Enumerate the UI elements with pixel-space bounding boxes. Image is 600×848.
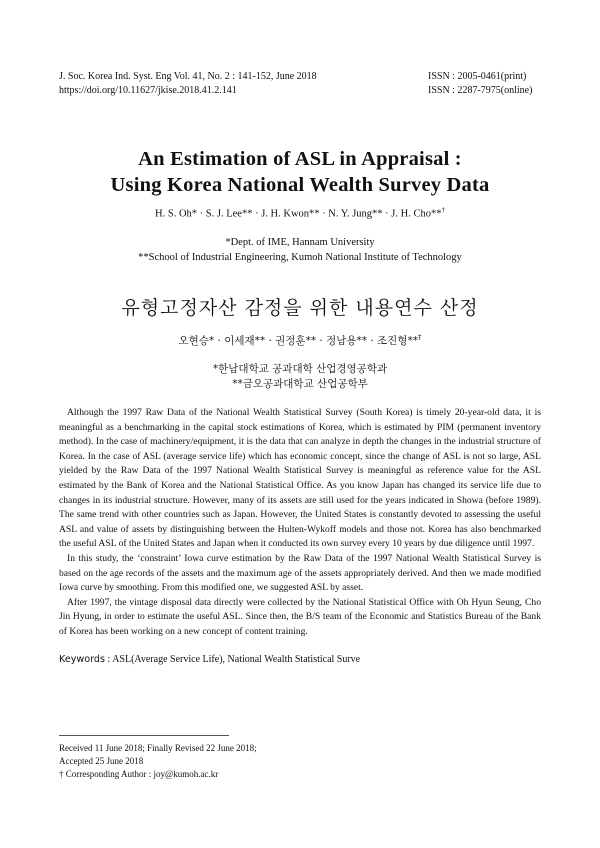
journal-header [59, 70, 317, 98]
paper-title-line-2: Using Korea National Wealth Survey Data [110, 174, 490, 196]
author-names: H. S. Oh* · S. J. Lee** · J. H. Kwon** · N. Y. Jung** · J. H. Cho** [155, 208, 442, 220]
received-date: Received 11 June 2018; Finally Revised 22 June 2018; [59, 743, 257, 753]
doi-link[interactable]: https://doi.org/10.11627/jkise.2018.41.2.141 [59, 85, 237, 96]
accepted-date: Accepted 25 June 2018 [59, 756, 144, 766]
journal-citation: J. Soc. Korea Ind. Syst. Eng Vol. 41, No. 2 : 141-152, June 2018 [59, 71, 317, 82]
issn-block [428, 70, 532, 98]
korean-title: 유형고정자산 감정을 위한 내용연수 산정 [121, 297, 479, 319]
corresponding-dagger: † [441, 206, 445, 214]
affiliation-1: *Dept. of IME, Hannam University [225, 237, 375, 248]
paper-title-line-1: An Estimation of ASL in Appraisal : [138, 148, 462, 170]
abstract-paragraph-3: After 1997, the vintage disposal data directly were collected by the National Statistical Office with Oh Hyun Seung, Cho Jin Hyung, in order to estimate the useful ASL. Since then, the B/S team of the Economic and Statistics Bureau of the Bank of Korea has been working on a new concept of content training. [59, 596, 541, 637]
footnote-divider [59, 735, 229, 736]
corresponding-author-text: Corresponding Author : joy@kumoh.ac.kr [63, 769, 219, 779]
korean-corresponding-dagger: † [417, 333, 422, 342]
corresponding-author [59, 768, 257, 781]
affiliations [0, 235, 600, 265]
keywords-label: Keywords [59, 654, 105, 665]
keywords [59, 654, 360, 665]
issn-online: ISSN : 2287-7975(online) [428, 85, 533, 96]
korean-affiliation-1: *한남대학교 공과대학 산업경영공학과 [212, 363, 388, 375]
issn-print: ISSN : 2005-0461(print) [428, 71, 527, 82]
korean-author-list [0, 333, 600, 348]
korean-affiliations [0, 362, 600, 392]
keywords-text: : ASL(Average Service Life), National Wealth Statistical Surve [104, 654, 361, 665]
abstract-paragraph-1: Although the 1997 Raw Data of the National Wealth Statistical Survey (South Korea) is timely 20-year-old data, it is meaningful as a benchmarking in the capital stock estimations of Korea, which is estimated by PIM (permanent inventory method). In the case of machinery/equipment, it is the data that can analyze in depth the changes in the industrial structure of Korea. In the case of ASL (average service life) which has economic concept, since the change of ASL is not so large, ASL yielded by the Raw Data of the 1997 National Wealth Statistical Survey is meaningful as reference value for the ASL estimated by the Bank of Korea and the National Statistical Office. As you know Japan has changed its service life due to changes in its industrial structure. However, many of its assets are still used for the years indicated in Showa (before 1989). The same trend with other countries such as Japan. However, the United States is constantly devoted to assessing the useful ASL and value of assets by distinguishing between the Hulten-Wykoff models and those not. Korea has also benchmarked the useful ASL of the United States and Japan when it conducted its own survey every 10 years by due diligence until 1997. [59, 407, 541, 550]
footnotes [59, 742, 257, 781]
abstract-paragraph-2: In this study, the ‘constraint’ Iowa curve estimation by the Raw Data of the 1997 National Wealth Statistical Survey is based on the age records of the assets and the maximum age of the assets appropriately derived. And then we made modified Iowa curve by smoothing. From this modified one, we suggested ASL by asset. [59, 552, 541, 594]
footnote-dagger: † [59, 769, 64, 779]
author-list [0, 206, 600, 220]
affiliation-2: **School of Industrial Engineering, Kumoh National Institute of Technology [138, 252, 462, 263]
abstract [59, 406, 541, 640]
korean-affiliation-2: **금오공과대학교 산업공학부 [232, 378, 368, 390]
korean-author-names: 오현승* · 이세재** · 권정훈** · 정남용** · 조진형** [178, 335, 418, 347]
